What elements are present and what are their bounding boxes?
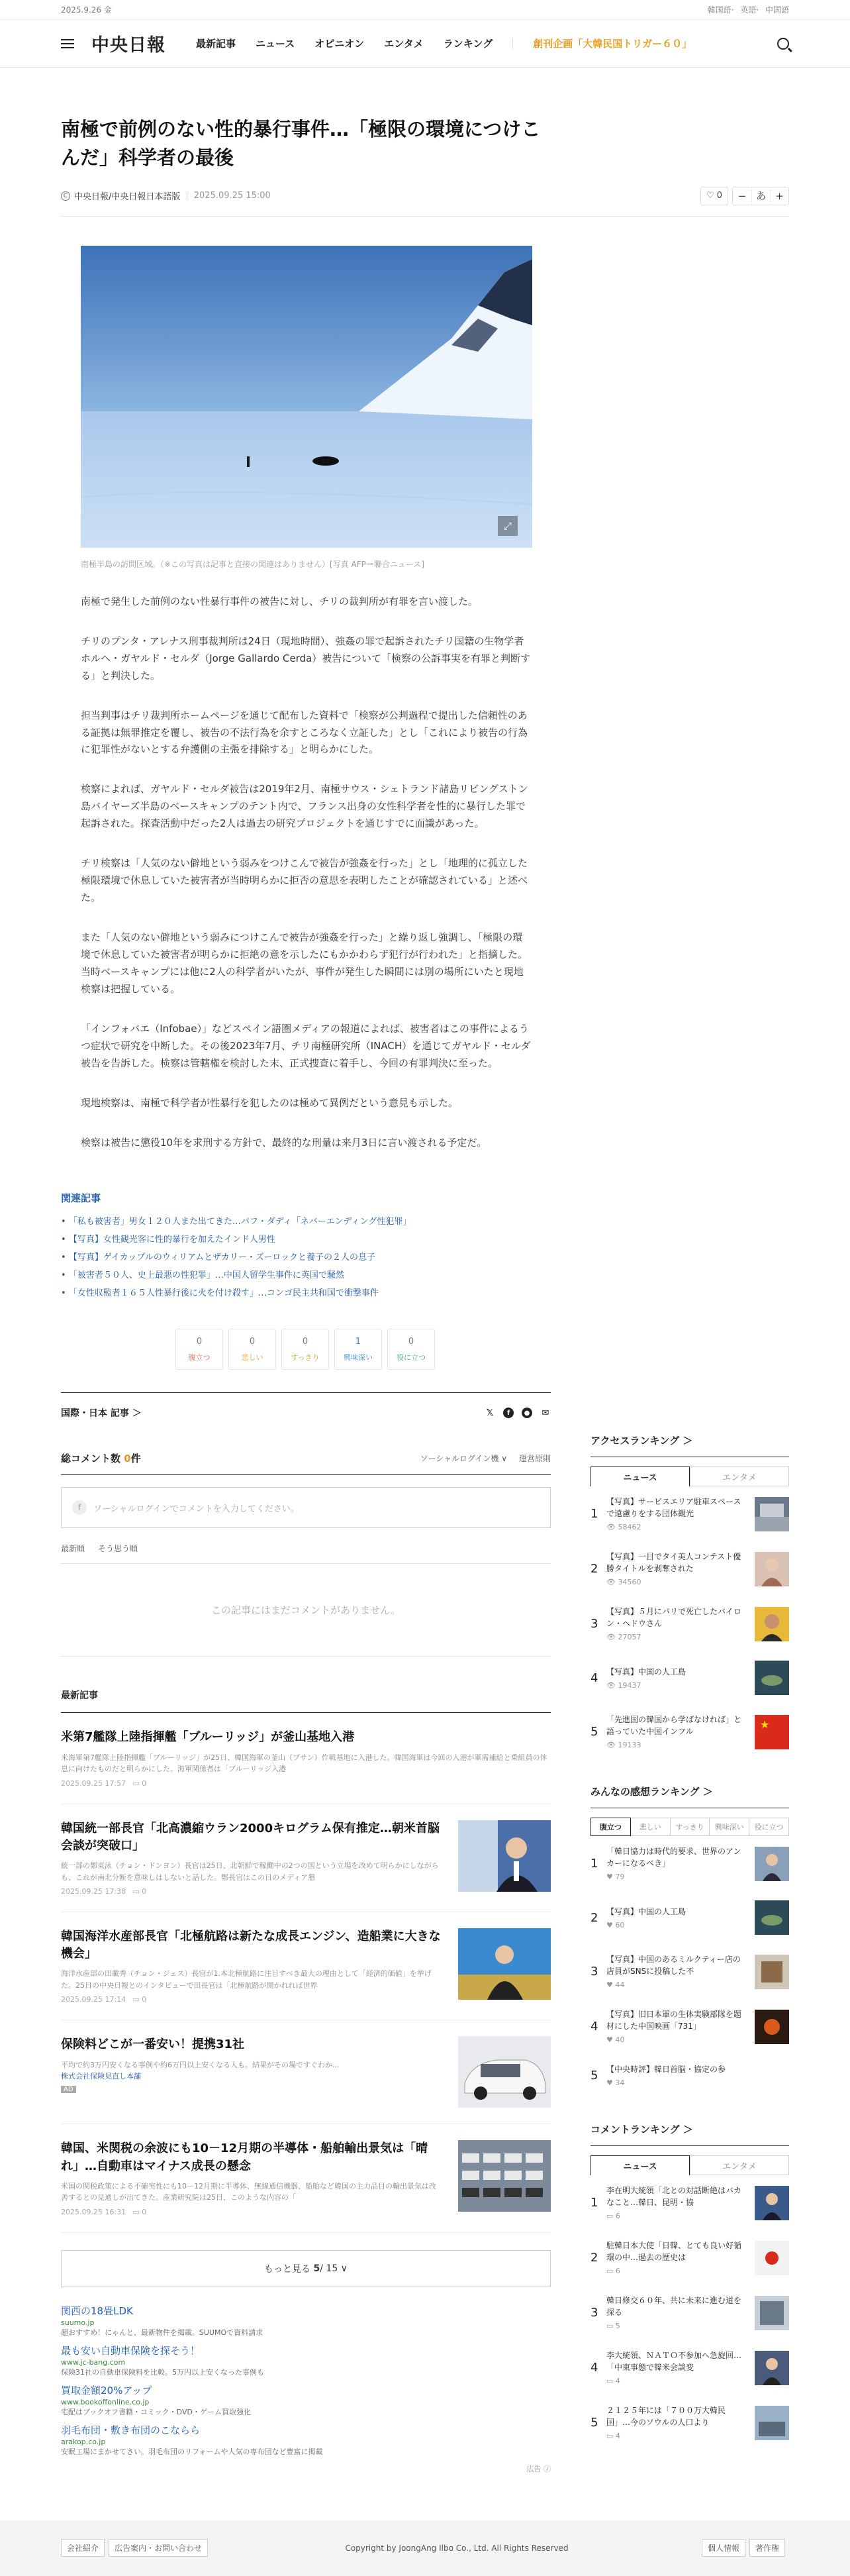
more-page: 5	[313, 2263, 320, 2274]
ranking-thumbnail[interactable]	[755, 1552, 789, 1586]
tab-news[interactable]: ニュース	[590, 2155, 690, 2175]
ranking-title[interactable]: 【写真】中国のあるミルクティー店の店員がSNSに投稿した不	[606, 1955, 741, 1977]
sidebar	[590, 1392, 789, 2473]
text-ad-title[interactable]: 最も安い自動車保険を探そう！	[61, 2344, 201, 2357]
card-title[interactable]: 韓国統一部長官「北高濃縮ウラン2000キログラム保有推定…朝米首脳会談が突破口」	[61, 1821, 440, 1853]
text-ad-desc: 安眠工場にまかせてさい。羽毛布団のリフォームや人気の専布団など豊富に掲載	[61, 2447, 323, 2456]
comments-header	[61, 1451, 551, 1475]
article-paragraph: 検察によれば、ガヤルド・セルダ被告は2019年2月、南極サウス・シェトランド諸島リビングストン島バイヤーズ半島のベースキャンプのテント内で、フランス出身の女性科学者を性的に暴行した罪で起訴された。探査活動中だった2人は過去の研究プロジェクトを通じすでに面識があった。	[81, 783, 528, 830]
text-ad-title[interactable]: 買取金額20%アップ	[61, 2384, 152, 2396]
ranking-item[interactable]: 3 【写真】５月にパリで死亡したバイロン・ヘドウさん 👁 27057	[590, 1596, 789, 1651]
ranking-thumbnail[interactable]	[755, 2241, 789, 2275]
text-ad[interactable]	[61, 2304, 551, 2338]
card-title[interactable]: 保険料どこが一番安い！提携31社	[61, 2037, 245, 2052]
copyright-text: Copyright by JoongAng Ilbo Co., Ltd. All Rights Reserved	[345, 2543, 569, 2553]
font-label: あ	[751, 187, 770, 205]
reaction-count: 0	[249, 1336, 256, 1347]
card-summary: 平均で約3万円安くなる事例や約6万円以上安くなる人も。結果がその場ですぐわか...	[61, 2060, 340, 2069]
ranking-thumbnail[interactable]	[755, 1497, 789, 1531]
font-size-control	[732, 187, 789, 205]
section-link[interactable]: 国際・日本 記事 ＞	[61, 1408, 142, 1419]
card-title[interactable]: 韓国、米関税の余波にも10－12月期の半導体・船舶輸出景気は「晴れ」…自動車はマイナス成長の懸念	[61, 2141, 428, 2173]
copyright-icon: C	[61, 191, 70, 201]
sort-latest-tab[interactable]: 最新順	[61, 1544, 85, 1554]
ranking-title[interactable]: 【写真】サービスエリア駐車スペースで遠慮りをする団体観光	[606, 1497, 741, 1519]
meta-separator: |	[185, 191, 189, 201]
ranking-title[interactable]: 「先進国の韓国から学ばなければ」と語っていた中国インフル	[606, 1715, 742, 1737]
ranking-title[interactable]: ２１２５年には「７００万大韓民国」…今のソウルの人口より	[606, 2406, 726, 2428]
access-ranking	[590, 1433, 789, 1759]
article-card[interactable]	[61, 1912, 551, 2020]
footer-about-button[interactable]: 会社紹介	[61, 2539, 105, 2557]
more-label: もっと見る	[264, 2263, 311, 2275]
facebook-icon: f	[72, 1500, 87, 1515]
ranking-item[interactable]: 3 【写真】中国のあるミルクティー店の店員がSNSに投稿した不 ♥ 44	[590, 1944, 789, 1999]
top-bar	[0, 0, 850, 20]
facebook-share-icon[interactable]: f	[503, 1408, 514, 1418]
card-summary: 統一部の鄭東泳（チョン・ドンヨン）長官は25日、北朝鮮で稼働中の2つの国という立場を改めて明らかにしながらも、これが南北分断を意味しはしないと話した。鄭長官はこの日のメディア懇	[61, 1861, 439, 1882]
card-thumbnail[interactable]	[458, 2036, 551, 2108]
reaction-count: 1	[355, 1336, 361, 1347]
reaction-count: 34	[615, 2079, 625, 2088]
ranking-title[interactable]: 【写真】中国の人工島	[606, 1667, 686, 1676]
tab-sad[interactable]: 悲しい	[631, 1818, 671, 1836]
text-ad[interactable]	[61, 2384, 551, 2417]
ad-label[interactable]: 広告 ⓘ	[526, 2464, 551, 2473]
nav-latest[interactable]: 最新記事	[196, 38, 236, 50]
card-comments: 0	[142, 1778, 147, 1788]
reaction-count: 40	[615, 2035, 625, 2045]
edition-link[interactable]: 中国語	[765, 5, 789, 15]
related-link[interactable]: • 「被害者５０人、史上最悪の性犯罪」…中国人留学生事件に英国で騒然	[61, 1266, 789, 1284]
ranking-title[interactable]: 【写真】一目でタイ美人コンテスト優勝タイトルを剥奪された	[606, 1552, 741, 1574]
card-title[interactable]: 米第7艦隊上陸指揮艦「ブルーリッジ」が釜山基地入港	[61, 1730, 355, 1745]
card-thumbnail[interactable]	[458, 1928, 551, 2000]
article-card[interactable]	[61, 2124, 551, 2232]
hamburger-menu-icon[interactable]	[61, 39, 74, 48]
article-paragraph: 「インフォバエ（Infobae）」などスペイン語圏メディアの報道によれば、被害者はこの事件によるうつ症状で研究を中断した。その後2023年7月、チリ南極研究所（INACH）を通じてガヤルド・セルダ被告を告訴した。検察は管轄権を検討した末、正式捜査に着手し、今回の有罪判決に至った。	[81, 1022, 531, 1069]
x-share-icon[interactable]: 𝕏	[486, 1408, 494, 1418]
ranking-thumbnail[interactable]	[755, 2406, 789, 2440]
ranking-item[interactable]: 3 韓日修交６０年、共に未来に進む道を探る ▭ 5	[590, 2285, 789, 2340]
edition-link[interactable]: 英語	[740, 5, 757, 15]
latest-articles	[61, 1688, 551, 2473]
related-link[interactable]: • 【写真】ゲイカップルのウィリアムとザカリー・ズーロックと養子の２人の息子	[61, 1249, 789, 1266]
reaction-count: 44	[615, 1981, 625, 1990]
ranking-thumbnail[interactable]	[755, 1847, 789, 1881]
related-link[interactable]: • 「私も被害者」男女１２０人また出てきた…パフ・ダディ「ネバーエンディング性犯罪」	[61, 1213, 789, 1231]
card-comments: 0	[142, 2207, 147, 2216]
font-decrease-button[interactable]: −	[737, 189, 747, 202]
reaction-count: 0	[196, 1336, 203, 1347]
ranking-thumbnail[interactable]	[755, 2010, 789, 2044]
card-date: 2025.09.25 17:14	[61, 1995, 126, 2004]
ranking-title[interactable]: 【中央時評】韓日首脳・協定の参	[606, 2065, 726, 2075]
text-ad-desc: 保険31社の自動車保険料を比較。5万円以上安くなった事例も	[61, 2367, 264, 2377]
comment-count: 4	[615, 2432, 620, 2441]
nav-ranking[interactable]: ランキング	[443, 38, 493, 50]
main-column	[61, 1392, 551, 2473]
reaction-count: 0	[302, 1336, 308, 1347]
ranking-title[interactable]: 韓日修交６０年、共に未来に進む道を探る	[606, 2296, 742, 2318]
text-ads	[61, 2304, 551, 2474]
current-date: 2025.9.26 金	[61, 5, 112, 15]
text-ad[interactable]	[61, 2344, 551, 2377]
view-count: 27057	[618, 1633, 641, 1642]
sponsor-name: 株式会社保険見直し本舗	[61, 2072, 141, 2081]
article-title: 南極で前例のない性的暴行事件…「極限の環境につけこんだ」科学者の最後	[61, 118, 541, 169]
reaction-refreshing[interactable]	[281, 1329, 329, 1370]
nav-entertainment[interactable]: エンタメ	[384, 38, 424, 50]
ranking-title[interactable]: 【写真】旧日本軍の生体実験部隊を題材にした中国映画「731」	[606, 2010, 742, 2032]
no-comments-message: この記事にはまだコメントがありません。	[61, 1564, 551, 1657]
ranking-thumbnail[interactable]	[755, 2186, 789, 2220]
comment-ranking-heading[interactable]: コメントランキング ＞	[590, 2122, 789, 2146]
article-paragraph: 現地検察は、南極で科学者が性暴行を犯したのは極めて異例だという意見も示した。	[81, 1096, 459, 1109]
card-summary: 海洋水産部の田載秀（チョン・ジェス）長官が1.本北極航路に注目すべき最大の理由として「経済的価値」を挙げた。25日の中央日報とのインタビューで田長官は「北極航路が開かれれば世界	[61, 1969, 432, 1990]
comment-count: 6	[615, 2267, 620, 2276]
ranking-item[interactable]: 2 駐韓日本大使「日韓、とても良い好循環の中…過去の歴史は ▭ 6	[590, 2230, 789, 2285]
comment-title-suffix: 件	[130, 1453, 141, 1465]
tab-entertainment[interactable]: エンタメ	[690, 2155, 789, 2175]
article-meta	[61, 187, 789, 217]
more-button[interactable]	[61, 2250, 551, 2287]
share-buttons	[485, 1408, 551, 1418]
reaction-label: すっきり	[291, 1353, 320, 1362]
latest-heading: 最新記事	[61, 1688, 551, 1713]
card-summary: 米国の関税政策による不確実性にも10－12月期に半導体、無線通信機器、船舶など韓国の主力品目の輸出景気は改善するとの見通しが出てきた。産業研究院は25日、このような内容の「	[61, 2181, 436, 2202]
reaction-count: 79	[615, 1873, 625, 1882]
tab-news[interactable]: ニュース	[590, 1467, 690, 1486]
card-date: 2025.09.25 17:57	[61, 1778, 126, 1788]
card-date: 2025.09.25 17:38	[61, 1887, 126, 1896]
nav-news[interactable]: ニュース	[256, 38, 295, 50]
comment-count: 6	[615, 2212, 620, 2221]
card-date: 2025.09.25 16:31	[61, 2207, 126, 2216]
nav-divider	[512, 38, 513, 49]
article-body	[81, 593, 532, 1152]
emotion-ranking-heading[interactable]: みんなの感想ランキング ＞	[590, 1784, 789, 1808]
nav-special-feature[interactable]: 創刊企画「大韓民国トリガー６０」	[533, 38, 692, 50]
text-ad-desc: 超おすすめ！にゃんと、最新物件を掲載。SUUMOで資料請求	[61, 2328, 263, 2337]
ranking-thumbnail[interactable]	[755, 2296, 789, 2330]
ranking-item[interactable]: 1 「韓日協力は時代的要求、世界のアンカーになるべき」 ♥ 79	[590, 1836, 789, 1891]
reaction-label: 腹立つ	[188, 1353, 211, 1362]
ranking-item[interactable]: 5 ２１２５年には「７００万大韓民国」…今のソウルの人口より ▭ 4	[590, 2395, 789, 2450]
footer-copyright-button[interactable]: 著作権	[749, 2539, 785, 2557]
comment-input[interactable]	[61, 1487, 551, 1528]
article-paragraph: チリのプンタ・アレナス刑事裁判所は24日（現地時間）、強姦の罪で起訴されたチリ国籍の生物学者ホルヘ・ガヤルド・セルダ（Jorge Gallardo Cerda）被告について「検察の公訴事実を有罪と判断する」と判決した。	[81, 635, 531, 682]
article-paragraph: 担当判事はチリ裁判所ホームページを通じて配布した資料で「検察が公判過程で提出した信頼性のある証拠は無罪推定を覆し、被告の不法行為を余すところなく立証した」とし「これにより被告の行為に犯罪性がないとする弁護側の主張を排除する」と明らかにした。	[81, 709, 528, 756]
text-ad-title[interactable]: 羽毛布団・敷き布団のこならら	[61, 2424, 201, 2436]
article-date: 2025.09.25 15:00	[193, 191, 271, 201]
ranking-thumbnail[interactable]	[755, 1900, 789, 1935]
reaction-angry[interactable]	[175, 1329, 223, 1370]
related-link[interactable]: • 【写真】女性観光客に性的暴行を加えたインド人男性	[61, 1231, 789, 1249]
card-summary: 米海軍第7艦隊上陸指揮艦「ブルーリッジ」が25日、韓国海軍の釜山（プサン）作戦基地に入港した。韓国海軍は今回の入港が軍需補給と乗組員の休息に向けたものだと明らかにした。海軍関係者は「ブルーリッジ入港	[61, 1753, 547, 1774]
comment-icon: ▭ 0	[132, 2207, 147, 2216]
line-share-icon[interactable]: ●	[522, 1408, 532, 1418]
view-count: 19133	[618, 1741, 641, 1750]
access-ranking-heading[interactable]: アクセスランキング ＞	[590, 1433, 789, 1457]
card-title[interactable]: 韓国海洋水産部長官「北極航路は新たな成長エンジン、造船業に大きな機会」	[61, 1930, 441, 1961]
comment-ranking	[590, 2122, 789, 2450]
article-paragraph: また「人気のない僻地という弱みにつけこんで被告が強姦を行った」と繰り返し強調し、「極限の環境で休息していた被害者が明らかに拒絶の意を示したにもかかわらず犯行が行われた」と指摘した。当時ベースキャンプには他に2人の科学者がいたが、事件が発生した瞬間には別の場所にいたと現地検察は把握している。	[81, 931, 528, 995]
comment-count: 0	[124, 1453, 131, 1465]
comment-count: 4	[615, 2377, 620, 2386]
font-increase-button[interactable]: +	[770, 187, 788, 205]
tab-interesting[interactable]: 興味深い	[710, 1818, 749, 1836]
comment-count: 5	[615, 2322, 620, 2331]
article-header	[61, 68, 789, 217]
ranking-item[interactable]: 4 【写真】中国の人工島 👁 19437	[590, 1651, 789, 1704]
article-card[interactable]	[61, 1804, 551, 1912]
ranking-title[interactable]: 【写真】５月にパリで死亡したバイロン・ヘドウさん	[606, 1607, 742, 1629]
author-name: 中央日報/中央日報日本語版	[74, 192, 181, 203]
related-heading: 関連記事	[61, 1192, 101, 1205]
reaction-useful[interactable]	[387, 1329, 435, 1370]
social-login-dropdown[interactable]: ソーシャルログイン機 ∨	[420, 1454, 507, 1464]
ranking-thumbnail[interactable]	[755, 1715, 789, 1749]
comment-icon: ▭ 0	[132, 1778, 147, 1788]
ranking-title[interactable]: 李在明大統領「北との対話断絶はバカなこと…韓日、昆明・協	[606, 2186, 742, 2208]
email-share-icon[interactable]: ✉	[542, 1408, 549, 1418]
ranking-title[interactable]: 「韓日協力は時代的要求、世界のアンカーになるべき」	[606, 1847, 741, 1869]
ranking-item[interactable]: 1 李在明大統領「北との対話断絶はバカなこと…韓日、昆明・協 ▭ 6	[590, 2175, 789, 2230]
related-link[interactable]: • 「女性収監者１６５人性暴行後に火を付け殺す」…コンゴ民主共和国で衝撃事件	[61, 1284, 789, 1302]
card-thumbnail[interactable]	[458, 1820, 551, 1892]
ranking-title[interactable]: 【写真】中国の人工島	[606, 1906, 686, 1916]
ranking-thumbnail[interactable]	[755, 2351, 789, 2385]
nav-opinion[interactable]: オピニオン	[314, 38, 365, 50]
view-count: 19437	[618, 1680, 641, 1690]
ranking-thumbnail[interactable]	[755, 1955, 789, 1989]
ranking-title[interactable]: 駐韓日本大使「日韓、とても良い好循環の中…過去の歴史は	[606, 2241, 742, 2263]
tab-useful[interactable]: 役に立つ	[749, 1818, 789, 1836]
ranking-item[interactable]: 5 「先進国の韓国から学ばなければ」と語っていた中国インフル 👁 19133 ★	[590, 1704, 789, 1759]
like-button[interactable]	[700, 187, 728, 205]
card-comments: 0	[142, 1995, 147, 2004]
article-paragraph: チリ検察は「人気のない僻地という弱みをつけこんで被告が強姦を行った」とし「地理的に孤立した極限環境で休息していた被害者が当時明らかに拒否の意思を表明したことが確認されている」と述べた。	[81, 857, 528, 904]
ranking-thumbnail[interactable]	[755, 1607, 789, 1641]
tab-entertainment[interactable]: エンタメ	[690, 1467, 789, 1486]
comment-placeholder: ソーシャルログインでコメントを入力してください。	[93, 1504, 299, 1514]
section-bar	[61, 1392, 551, 1419]
ranking-item[interactable]: 2 【写真】一目でタイ美人コンテスト優勝タイトルを剥奪された 👁 34560	[590, 1541, 789, 1596]
reaction-count: 60	[615, 1920, 625, 1930]
edition-links: 韓国語· 英語· 中国語	[707, 5, 789, 15]
card-thumbnail[interactable]	[458, 2140, 551, 2212]
ranking-item[interactable]: 5 【中央時評】韓日首脳・協定の参 ♥ 34	[590, 2054, 789, 2097]
global-nav	[0, 20, 850, 68]
reaction-interesting[interactable]	[334, 1329, 382, 1370]
view-count: 58462	[618, 1523, 641, 1532]
edition-link[interactable]: 韓国語	[707, 5, 732, 15]
footer-ads-button[interactable]: 広告案内・お問い合わせ	[109, 2539, 208, 2557]
article-photo[interactable]	[81, 246, 532, 548]
ranking-item[interactable]: 1 【写真】サービスエリア駐車スペースで遠慮りをする団体観光 👁 58462	[590, 1486, 789, 1541]
text-ad-url: suumo.jp	[61, 2318, 95, 2327]
ranking-title[interactable]: 李大統領、ＮＡＴＯ不参加へ急旋回…「中東事態で韓米会談変	[606, 2351, 742, 2373]
footer-privacy-button[interactable]: 個人情報	[702, 2539, 745, 2557]
comments-section	[61, 1451, 551, 1657]
site-logo[interactable]: 中央日報	[91, 35, 165, 56]
ad-badge: AD	[61, 2086, 76, 2093]
main-menu	[196, 36, 692, 50]
like-count: 0	[716, 191, 722, 201]
photo-caption: 南極半島の訪問区域。（※この写真は記事と直接の関連はありません）[写真 AFP＝聯合ニュース]	[81, 559, 424, 569]
comment-count-title	[61, 1451, 141, 1465]
article-tools	[700, 187, 789, 205]
ranking-item[interactable]: 4 李大統領、ＮＡＴＯ不参加へ急旋回…「中東事態で韓米会談変 ▭ 4	[590, 2340, 789, 2395]
reaction-label: 役に立つ	[397, 1353, 426, 1362]
svg-text:★: ★	[760, 1718, 770, 1731]
reaction-label: 興味深い	[344, 1353, 373, 1362]
lower-grid	[61, 1392, 789, 2473]
card-comments: 0	[142, 1887, 147, 1896]
tab-angry[interactable]: 腹立つ	[590, 1818, 631, 1836]
text-ad-url: arakop.co.jp	[61, 2437, 106, 2446]
ranking-item[interactable]: 2 【写真】中国の人工島 ♥ 60	[590, 1891, 789, 1944]
comment-sort-tabs	[61, 1543, 551, 1564]
text-ad[interactable]	[61, 2424, 551, 2457]
text-ad-url: www.bookoffonline.co.jp	[61, 2397, 150, 2406]
emotion-ranking	[590, 1784, 789, 2097]
search-icon[interactable]	[777, 38, 789, 50]
antarctic-landscape-image	[81, 246, 532, 548]
comment-icon: ▭ 0	[132, 1995, 147, 2004]
comment-title-prefix: 総コメント数	[61, 1453, 121, 1465]
expand-icon[interactable]: ⤢	[498, 516, 518, 536]
text-ad-url: www.jc-bang.com	[61, 2357, 126, 2367]
text-ad-title[interactable]: 関西の18畳LDK	[61, 2304, 133, 2317]
comment-icon: ▭ 0	[132, 1887, 147, 1896]
ranking-item[interactable]: 4 【写真】旧日本軍の生体実験部隊を題材にした中国映画「731」 ♥ 40	[590, 1999, 789, 2054]
ranking-thumbnail[interactable]	[755, 1661, 789, 1695]
reaction-sad[interactable]	[228, 1329, 276, 1370]
more-total: / 15 ∨	[320, 2263, 348, 2274]
author	[61, 189, 180, 202]
article-paragraph: 南極で発生した前例のない性暴行事件の被告に対し、チリの裁判所が有罪を言い渡した。	[81, 595, 479, 607]
reaction-label: 悲しい	[241, 1353, 263, 1362]
tab-refreshing[interactable]: すっきり	[671, 1818, 710, 1836]
site-footer	[0, 2520, 850, 2576]
text-ad-desc: 宅配はブックオフ書籍・コミック・DVD・ゲーム買取強化	[61, 2407, 251, 2416]
reaction-buttons	[175, 1329, 789, 1370]
policy-link[interactable]: 運営原則	[518, 1454, 551, 1464]
article-paragraph: 検察は被告に懲役10年を求刑する方針で、最終的な刑量は来月3日に言い渡される予定だ。	[81, 1136, 487, 1149]
ad-card[interactable]	[61, 2020, 551, 2124]
related-articles	[61, 1191, 789, 1302]
like-icon: ♡	[706, 191, 714, 201]
reaction-count: 0	[408, 1336, 414, 1347]
article-card[interactable]	[61, 1713, 551, 1804]
view-count: 34560	[618, 1578, 641, 1587]
sort-agree-tab[interactable]: そう思う順	[98, 1544, 138, 1554]
